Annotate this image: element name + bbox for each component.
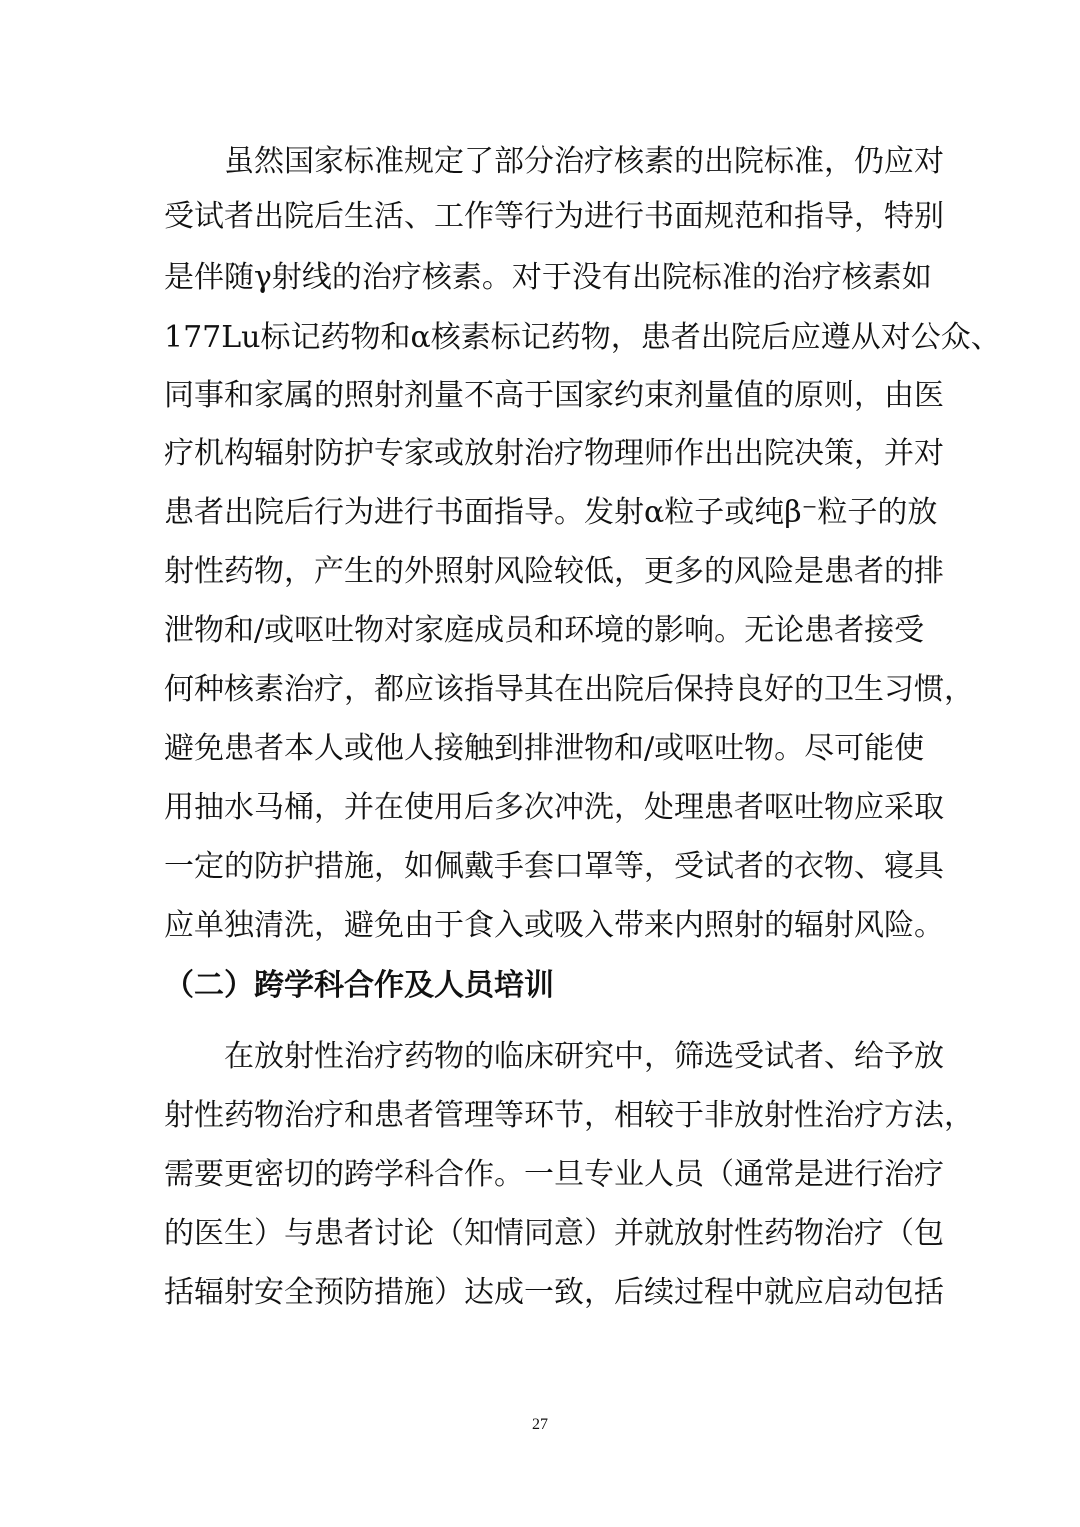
paragraph-2-line-1: 在放射性治疗药物的临床研究中，筛选受试者、给予放 [164,1039,944,1074]
paragraph-1-line-13: 一定的防护措施，如佩戴手套口罩等，受试者的衣物、寝具 [164,849,944,884]
page-number: 27 [532,1416,548,1433]
section-heading: （二）跨学科合作及人员培训 [164,968,554,1003]
paragraph-1-line-7: 患者出院后行为进行书面指导。发射α粒子或纯β⁻粒子的放 [164,495,938,530]
paragraph-1-line-12: 用抽水马桶，并在使用后多次冲洗，处理患者呕吐物应采取 [164,790,944,825]
paragraph-2-line-2: 射性药物治疗和患者管理等环节，相较于非放射性治疗方法， [164,1098,974,1133]
paragraph-1-line-6: 疗机构辐射防护专家或放射治疗物理师作出出院决策，并对 [164,436,944,471]
paragraph-1-line-1: 虽然国家标准规定了部分治疗核素的出院标准，仍应对 [164,144,944,179]
paragraph-1-line-11: 避免患者本人或他人接触到排泄物和/或呕吐物。尽可能使 [164,731,925,766]
paragraph-1-line-9: 泄物和/或呕吐物对家庭成员和环境的影响。无论患者接受 [164,613,925,648]
paragraph-2-line-5: 括辐射安全预防措施）达成一致，后续过程中就应启动包括 [164,1275,944,1310]
paragraph-1-line-10: 何种核素治疗，都应该指导其在出院后保持良好的卫生习惯， [164,672,974,707]
paragraph-2-line-4: 的医生）与患者讨论（知情同意）并就放射性药物治疗（包 [164,1216,944,1251]
paragraph-1-line-8: 射性药物，产生的外照射风险较低，更多的风险是患者的排 [164,554,944,589]
paragraph-2-line-3: 需要更密切的跨学科合作。一旦专业人员（通常是进行治疗 [164,1157,944,1192]
paragraph-1-line-4: 177Lu标记药物和α核素标记药物，患者出院后应遵从对公众、 [164,320,1001,355]
paragraph-1-line-2: 受试者出院后生活、工作等行为进行书面规范和指导，特别 [164,199,944,234]
paragraph-1-line-3: 是伴随γ射线的治疗核素。对于没有出院标准的治疗核素如 [164,260,932,295]
paragraph-1-line-14: 应单独清洗，避免由于食入或吸入带来内照射的辐射风险。 [164,908,944,943]
paragraph-1-line-5: 同事和家属的照射剂量不高于国家约束剂量值的原则，由医 [164,378,944,413]
